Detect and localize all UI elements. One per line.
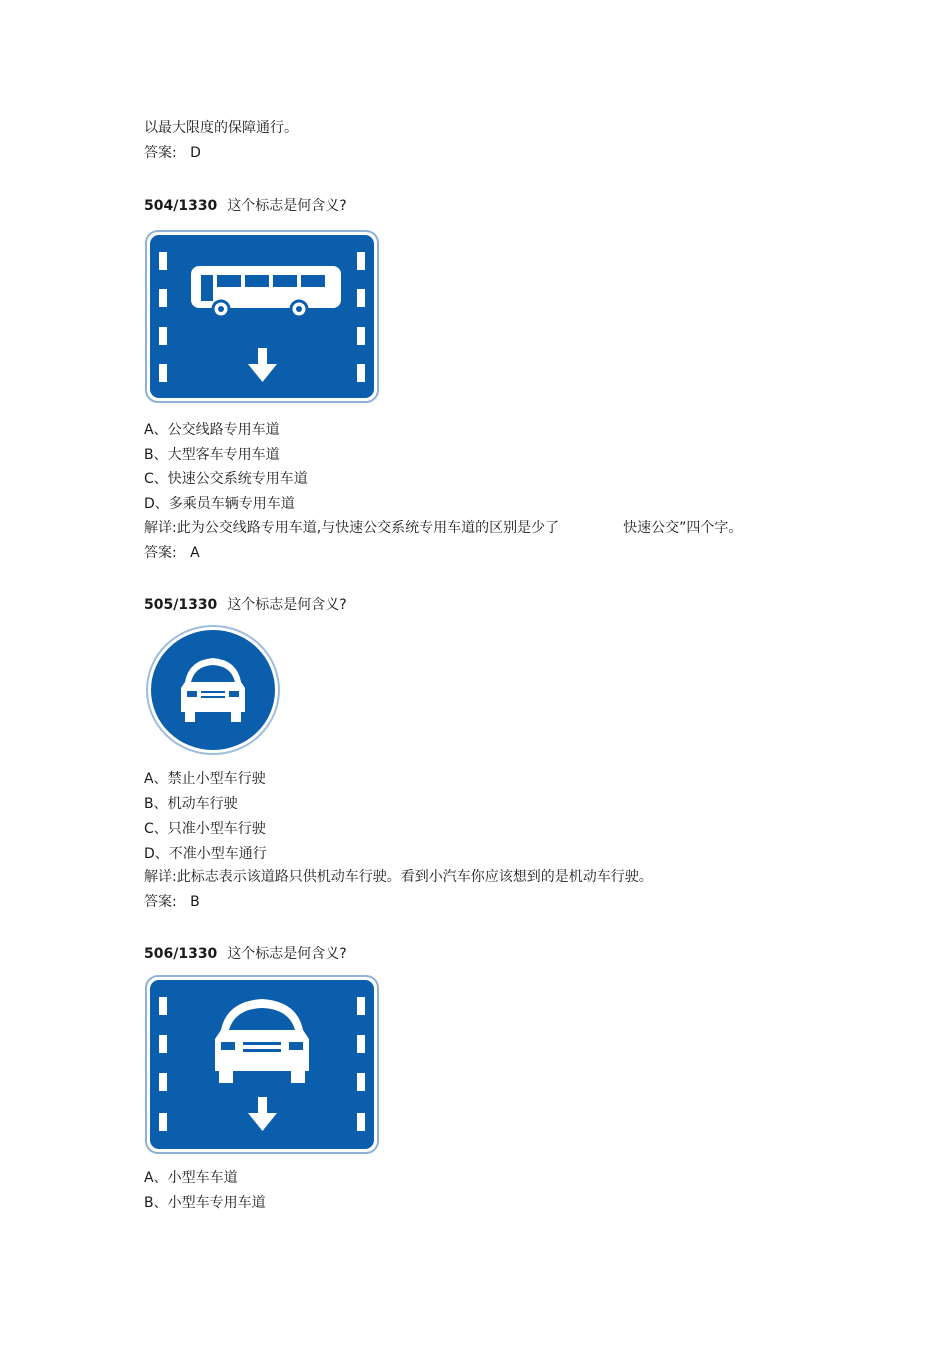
option-c: C、快速公交系统专用车道	[144, 471, 308, 487]
question-number: 505/1330	[144, 597, 218, 613]
explanation-tail: ”四个字。	[679, 520, 743, 536]
question-number: 506/1330	[144, 946, 218, 962]
answer-label: 答案:	[144, 545, 177, 561]
answer-label: 答案:	[144, 145, 177, 161]
question-number: 504/1330	[144, 198, 218, 214]
option-d: D、不准小型车通行	[144, 846, 267, 862]
option-d: D、多乘员车辆专用车道	[144, 496, 295, 512]
option-a: A、公交线路专用车道	[144, 422, 280, 438]
small-car-lane-sign-icon	[145, 975, 379, 1154]
question-504-header	[144, 197, 347, 215]
question-prompt: 这个标志是何含义?	[227, 597, 347, 613]
option-a: A、小型车车道	[144, 1170, 238, 1186]
option-a: A、禁止小型车行驶	[144, 771, 266, 787]
question-506-header	[144, 945, 347, 963]
intro-answer	[144, 144, 201, 162]
option-b: B、机动车行驶	[144, 796, 238, 812]
intro-text: 以最大限度的保障通行。	[144, 120, 298, 136]
answer-value: A	[190, 545, 200, 561]
answer	[144, 893, 200, 911]
answer-value: D	[190, 145, 201, 161]
bus-lane-sign-icon	[145, 230, 379, 403]
explanation: 解详:此标志表示该道路只供机动车行驶。看到小汽车你应该想到的是机动车行驶。	[144, 869, 653, 885]
motor-vehicle-sign-icon	[145, 624, 281, 756]
answer-label: 答案:	[144, 894, 177, 910]
explanation-text: 解详:此为公交线路专用车道,与快速公交系统专用车道的区别是少了	[144, 520, 560, 536]
question-505-header	[144, 596, 347, 614]
explanation	[144, 519, 742, 537]
answer	[144, 544, 200, 562]
question-prompt: 这个标志是何含义?	[227, 946, 347, 962]
option-b: B、大型客车专用车道	[144, 447, 280, 463]
option-c: C、只准小型车行驶	[144, 821, 266, 837]
question-prompt: 这个标志是何含义?	[227, 198, 347, 214]
answer-value: B	[190, 894, 200, 910]
explanation-quote: 快速公交	[623, 520, 680, 536]
option-b: B、小型车专用车道	[144, 1195, 266, 1211]
